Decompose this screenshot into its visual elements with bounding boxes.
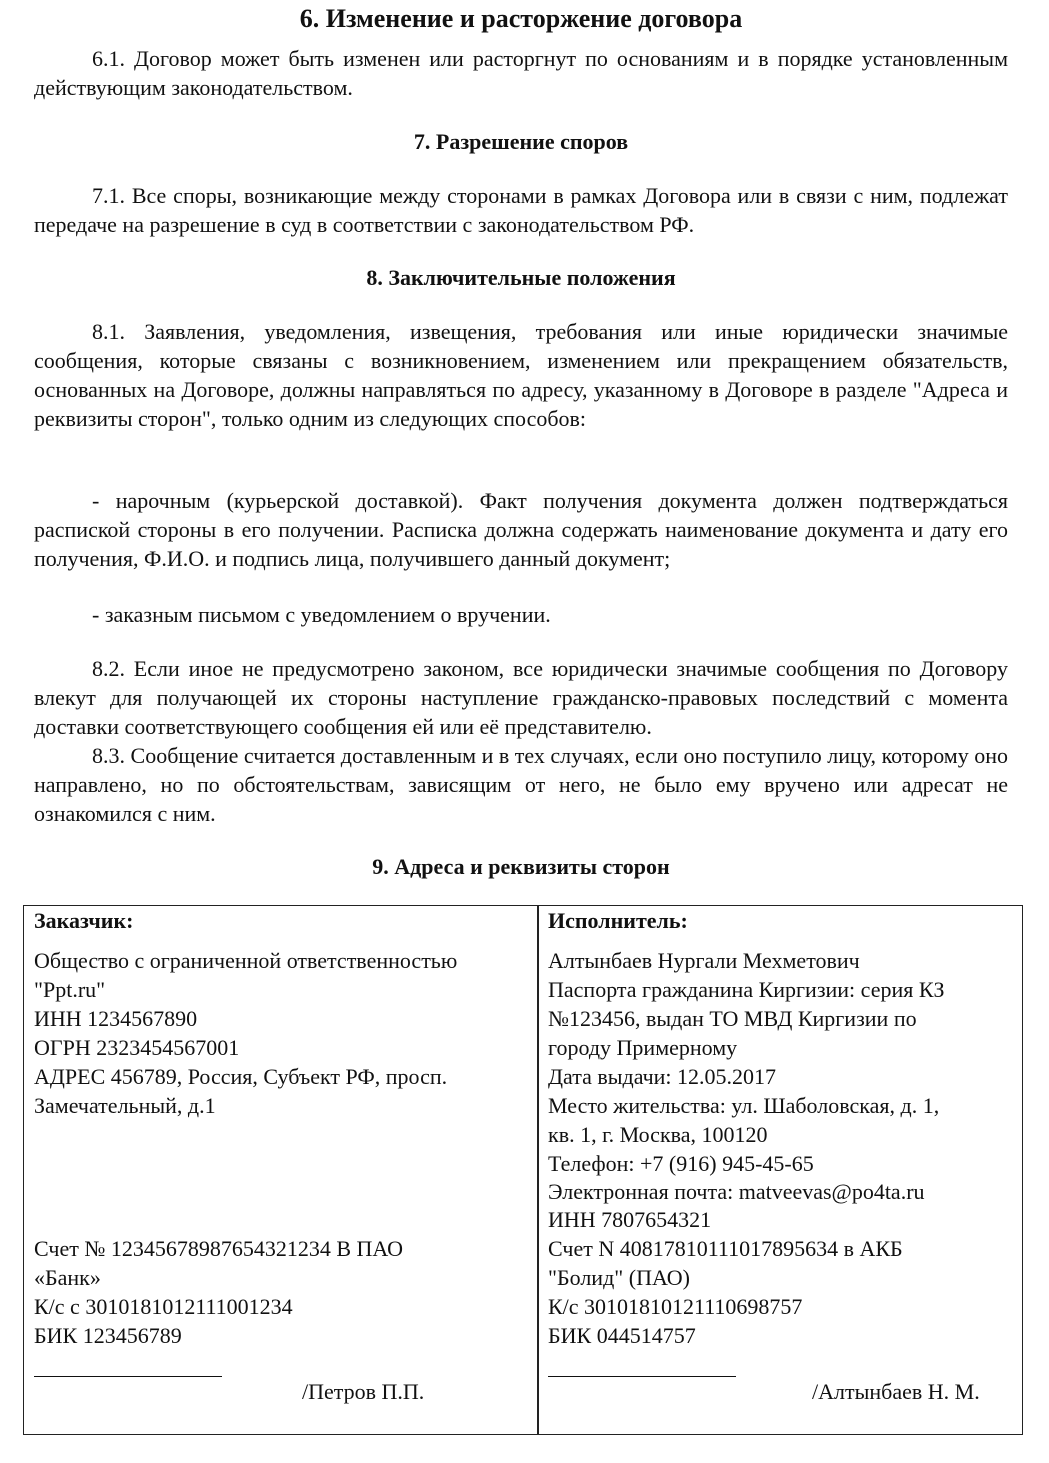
customer-line: ОГРН 2323454567001 (34, 1035, 240, 1060)
column-divider (537, 906, 539, 1434)
clause-7-1: 7.1. Все споры, возникающие между сторонами в рамках Договора или в связи с ним, подлежат передаче на разрешение в суд в соответствии с законодательством РФ. (34, 183, 1008, 237)
requisites-table (23, 905, 1023, 1435)
clause-8-1: 8.1. Заявления, уведомления, извещения, требования или иные юридически значимые сообщения, которые связаны с возникновением, изменением или прекращением обязательств, основанных на Договоре, должны направляться по адресу, указанному в Договоре в разделе "Адреса и реквизиты сторон", только одним из следующих способов: (34, 319, 1008, 431)
contractor-bank-line: "Болид" (ПАО) (548, 1265, 690, 1290)
customer-signature-line (34, 1376, 222, 1377)
contractor-signature-name: /Алтынбаев Н. М. (812, 1379, 980, 1404)
contractor-line: городу Примерному (548, 1035, 738, 1060)
contractor-bank-line: К/с 30101810121110698757 (548, 1294, 803, 1319)
customer-line: Замечательный, д.1 (34, 1093, 216, 1118)
contractor-line: Электронная почта: matveevas@po4ta.ru (548, 1179, 925, 1204)
bullet-registered-mail: - заказным письмом с уведомлением о вручении. (92, 602, 551, 627)
contractor-line: Дата выдачи: 12.05.2017 (548, 1064, 777, 1089)
customer-line: Общество с ограниченной ответственностью (34, 948, 458, 973)
contractor-line: кв. 1, г. Москва, 100120 (548, 1122, 768, 1147)
contractor-line: Паспорта гражданина Киргизии: серия КЗ (548, 977, 945, 1002)
clause-6-1: 6.1. Договор может быть изменен или расторгнут по основаниям и в порядке установленным действующим законодательством. (34, 46, 1008, 100)
contractor-line: №123456, выдан ТО МВД Киргизии по (548, 1006, 917, 1031)
contractor-bank-line: БИК 044514757 (548, 1323, 696, 1348)
customer-line: "Ppt.ru" (34, 977, 106, 1002)
section-8-heading: 8. Заключительные положения (366, 265, 676, 290)
contractor-line: Алтынбаев Нургали Мехметович (548, 948, 860, 973)
customer-bank-line: «Банк» (34, 1265, 101, 1290)
clause-8-3: 8.3. Сообщение считается доставленным и в тех случаях, если оно поступило лицу, которому оно направлено, но по обстоятельствам, зависящим от него, не было ему вручено или адресат не ознакомился с ним. (34, 743, 1008, 826)
contractor-signature-line (548, 1376, 736, 1377)
contractor-header: Исполнитель: (548, 908, 688, 933)
contractor-bank-line: Счет N 40817810111017895634 в АКБ (548, 1236, 903, 1261)
bullet-courier: - нарочным (курьерской доставкой). Факт получения документа должен подтверждаться распиской стороны в его получении. Расписка должна содержать наименование документа и дату его получения, Ф.И.О. и подпись лица, получившего данный документ; (34, 488, 1008, 571)
section-6-heading: 6. Изменение и расторжение договора (299, 4, 743, 33)
customer-line: АДРЕС 456789, Россия, Субъект РФ, просп. (34, 1064, 448, 1089)
customer-signature-name: /Петров П.П. (302, 1379, 425, 1404)
customer-line: ИНН 1234567890 (34, 1006, 198, 1031)
clause-8-2: 8.2. Если иное не предусмотрено законом, все юридически значимые сообщения по Договору влекут для получающей их стороны наступление гражданско-правовых последствий с момента доставки соответствующего сообщения ей или её представителю. (34, 656, 1008, 739)
section-9-heading: 9. Адреса и реквизиты сторон (372, 854, 670, 879)
customer-bank-line: Счет № 12345678987654321234 В ПАО (34, 1236, 404, 1261)
contractor-line: Место жительства: ул. Шаболовская, д. 1, (548, 1093, 940, 1118)
contractor-line: ИНН 7807654321 (548, 1207, 712, 1232)
customer-bank-line: К/с с 3010181012111001234 (34, 1294, 293, 1319)
customer-bank-line: БИК 123456789 (34, 1323, 182, 1348)
section-7-heading: 7. Разрешение споров (413, 129, 629, 154)
customer-header: Заказчик: (34, 908, 134, 933)
contractor-line: Телефон: +7 (916) 945-45-65 (548, 1151, 814, 1176)
